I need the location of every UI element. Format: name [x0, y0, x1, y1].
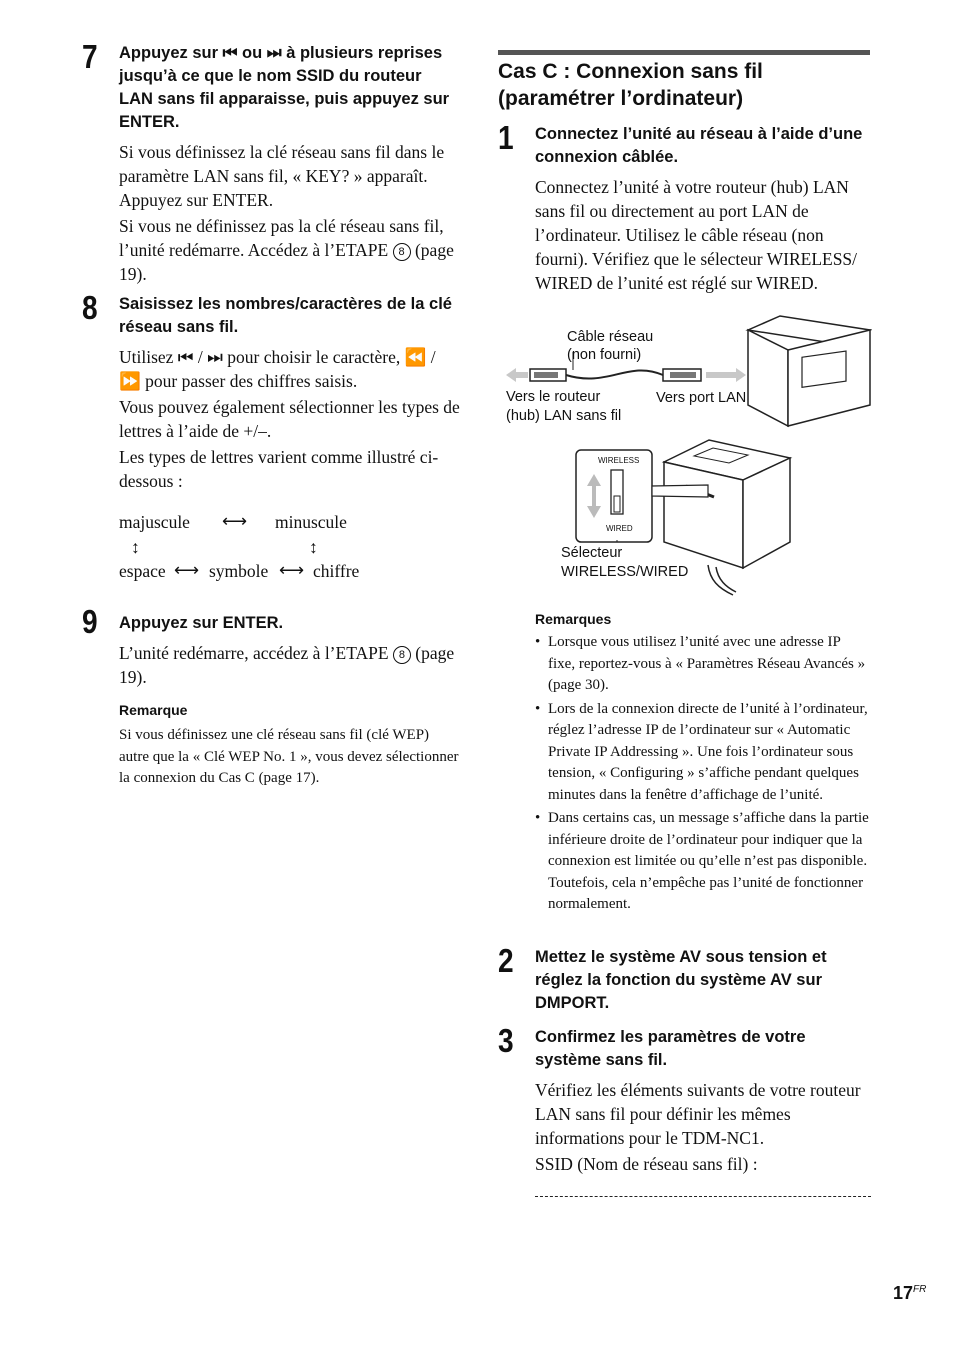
- paragraph: Les types de lettres varient comme illustré ci-dessous :: [119, 447, 439, 491]
- paragraph: [119, 641, 460, 689]
- step-number: 3: [498, 1022, 514, 1059]
- step-heading: Confirmez les paramètres de votre système sans fil.: [535, 1028, 806, 1069]
- step-heading: Connectez l’unité au réseau à l’aide d’une connexion câblée.: [535, 125, 863, 166]
- chart-minuscule: minuscule: [275, 512, 347, 532]
- step-body: [535, 175, 872, 295]
- step-heading: Saisissez les nombres/caractères de la clé réseau sans fil.: [119, 295, 452, 336]
- step-body: [119, 140, 460, 286]
- connection-diagram-illustration: [498, 310, 872, 605]
- step-7: [82, 38, 460, 288]
- remarks-title: Remarques: [535, 611, 612, 627]
- vertical-arrow-icon: ↕: [309, 537, 318, 557]
- paragraph: Connectez l’unité à votre routeur (hub) LAN sans fil ou directement au port LAN de l’ordinateur. Utilisez le câble réseau (non fourni). Vérifiez que le sélecteur WIRELESS/ WIRED de l’unité est réglé sur WIRED.: [535, 177, 858, 293]
- section-rule: [498, 50, 870, 55]
- step-number: 7: [82, 38, 98, 75]
- step-heading: Appuyez sur ⏮ ou ⏭ à plusieurs reprises jusqu’à ce que le nom SSID du routeur LAN sans fil apparaisse, puis appuyez sur ENTER.: [119, 44, 450, 131]
- connection-diagram: [498, 310, 872, 605]
- paragraph: Vous pouvez également sélectionner les types de lettres à l’aide de +/–.: [119, 397, 460, 441]
- wired-switch-label: WIRED: [606, 524, 633, 533]
- lan-port-label: Vers port LAN: [656, 390, 747, 406]
- step-body: [119, 345, 460, 493]
- step-9: [82, 603, 460, 792]
- horizontal-arrow-icon: ⟷: [174, 560, 200, 580]
- list-item: • Dans certains cas, un message s’affiche dans la partie inférieure droite de l’ordinateur pour indiquer que la connexion est limitée ou qu’elle n’est pas disponible. Toutefois, cela n’empêche pas l’unité de fonctionner normalement.: [535, 808, 871, 916]
- chart-symbole: symbole: [209, 561, 269, 581]
- step-heading: Mettez le système AV sous tension et réglez la fonction du système AV sur DMPORT.: [535, 948, 827, 1012]
- text: Si vous ne définissez pas la clé réseau sans fil, l’unité redémarre. Accédez à l’ETAPE: [119, 216, 444, 260]
- paragraph: Vérifiez les éléments suivants de votre routeur LAN sans fil pour définir les mêmes informations pour le TDM-NC1.: [535, 1080, 861, 1148]
- text: L’unité redémarre, accédez à l’ETAPE: [119, 643, 393, 663]
- text: (page 19).: [119, 643, 455, 687]
- page-number: [893, 1283, 926, 1304]
- right-arrow-icon: [706, 368, 746, 382]
- section-title: Cas C : Connexion sans fil (paramétrer l’ordinateur): [498, 60, 763, 110]
- paragraph: SSID (Nom de réseau sans fil) :: [535, 1154, 758, 1174]
- selector-label: Sélecteur: [561, 545, 623, 561]
- page-number-value: 17: [893, 1283, 914, 1303]
- cable-label-note: (non fourni): [567, 347, 642, 363]
- paragraph: Si vous définissez la clé réseau sans fil dans le paramètre LAN sans fil, « KEY? » apparaît. Appuyez sur ENTER.: [119, 142, 445, 210]
- remarks-list: [535, 632, 871, 916]
- remark: [119, 698, 460, 790]
- paragraph: [119, 214, 460, 286]
- circled-step-reference: 8: [393, 646, 411, 664]
- step-1: [498, 119, 872, 297]
- list-item: • Lors de la connexion directe de l’unité à l’ordinateur, réglez l’adresse IP de l’ordinateur sur « Automatic Private IP Addressing ». Une fois l’ordinateur sous tension, « Configuring » s’affiche pendant quelques minutes dans la fenêtre d’affichage de l’unité.: [535, 699, 871, 807]
- chart-espace: espace: [119, 561, 166, 581]
- text: (page 19).: [119, 240, 454, 284]
- vertical-arrow-icon: ↕: [131, 537, 140, 557]
- paragraph: Utilisez ⏮ / ⏭ pour choisir le caractère, ⏪ / ⏩ pour passer des chiffres saisis.: [119, 347, 436, 391]
- letter-type-chart: [119, 512, 459, 592]
- horizontal-arrow-icon: ⟷: [222, 511, 248, 531]
- router-label-line2: (hub) LAN sans fil: [506, 408, 622, 424]
- step-body: [535, 1078, 872, 1176]
- list-item: • Lorsque vous utilisez l’unité avec une adresse IP fixe, reportez-vous à « Paramètres Réseau Avancés » (page 30).: [535, 632, 871, 697]
- wireless-switch-label: WIRELESS: [598, 456, 640, 465]
- step-heading: Appuyez sur ENTER.: [119, 614, 284, 632]
- step-3: [498, 1022, 872, 1178]
- step-number: 1: [498, 119, 514, 156]
- ssid-entry-line: [535, 1196, 871, 1197]
- page-language-suffix: FR: [913, 1284, 927, 1295]
- selector-label-line2: WIRELESS/WIRED: [561, 564, 689, 580]
- remarks: [535, 611, 871, 918]
- cable-label: Câble réseau: [567, 329, 654, 345]
- router-label: Vers le routeur: [506, 389, 601, 405]
- step-body: [119, 641, 460, 790]
- step-2: [498, 942, 872, 1015]
- horizontal-arrow-icon: ⟷: [279, 560, 305, 580]
- remark-title: Remarque: [119, 702, 188, 718]
- step-number: 2: [498, 942, 514, 979]
- left-arrow-icon: [506, 368, 528, 382]
- step-8: [82, 289, 460, 495]
- chart-majuscule: majuscule: [119, 512, 190, 532]
- step-number: 9: [82, 603, 98, 640]
- chart-chiffre: chiffre: [313, 561, 360, 581]
- step-number: 8: [82, 289, 98, 326]
- remark-text: Si vous définissez une clé réseau sans fil (clé WEP) autre que la « Clé WEP No. 1 », vous devez sélectionner la connexion du Cas C (page 17).: [119, 727, 459, 786]
- circled-step-reference: 8: [393, 243, 411, 261]
